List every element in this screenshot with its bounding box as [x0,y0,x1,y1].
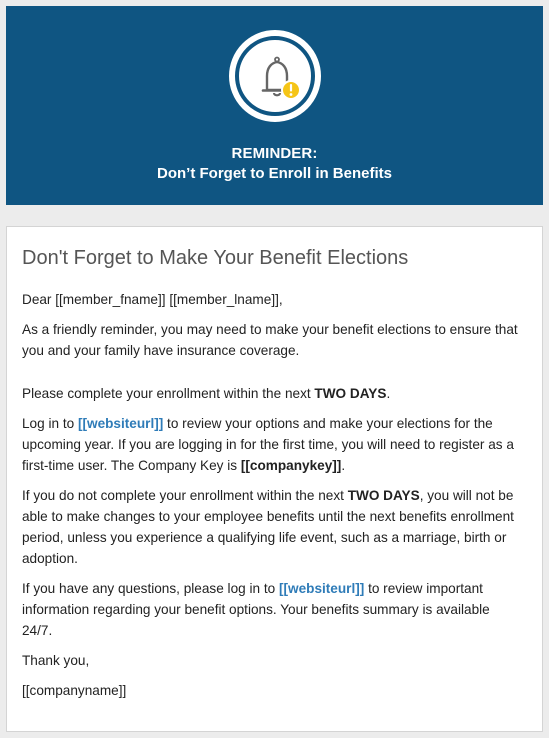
reminder-banner [6,6,543,205]
reminder-paragraph: As a friendly reminder, you may need to make your benefit elections to ensure that you and your family have insurance coverage. [22,322,518,358]
deadline-emphasis: TWO DAYS [314,386,387,401]
email-title: Don't Forget to Make Your Benefit Elections [22,247,409,269]
website-link[interactable]: [[websiteurl]] [77,416,164,431]
deadline-paragraph: Please complete your enrollment within the next TWO DAYS. [22,386,391,401]
deadline-emphasis: TWO DAYS [347,488,420,503]
signature-text: [[companyname]] [22,683,127,698]
questions-paragraph: If you have any questions, please log in to [[websiteurl]] to review important information regarding your benefit options. Your benefits summary is available 24/7. [22,581,490,638]
consequence-paragraph: If you do not complete your enrollment within the next TWO DAYS, you will not be able to make changes to your employee benefits until the next benefits enrollment period, unless you experience a qualifying life event, such as a marriage, birth or adoption. [22,488,514,566]
greeting-text: Dear [[member_fname]] [[member_lname]], [22,292,283,307]
website-link[interactable]: [[websiteurl]] [278,581,365,596]
login-paragraph: Log in to [[websiteurl]] to review your options and make your elections for the upcoming year. If you are logging in for the first time, you will need to register as a first-time user. The Company Key is [[companykey]]. [22,416,514,473]
email-card [6,226,543,732]
bell-badge [229,30,321,122]
banner-heading: REMINDER: [231,145,318,162]
company-key: [[companykey]] [240,458,342,473]
closing-text: Thank you, [22,653,90,668]
bell-alert-icon [231,32,323,124]
banner-subheading: Don’t Forget to Enroll in Benefits [157,165,392,182]
